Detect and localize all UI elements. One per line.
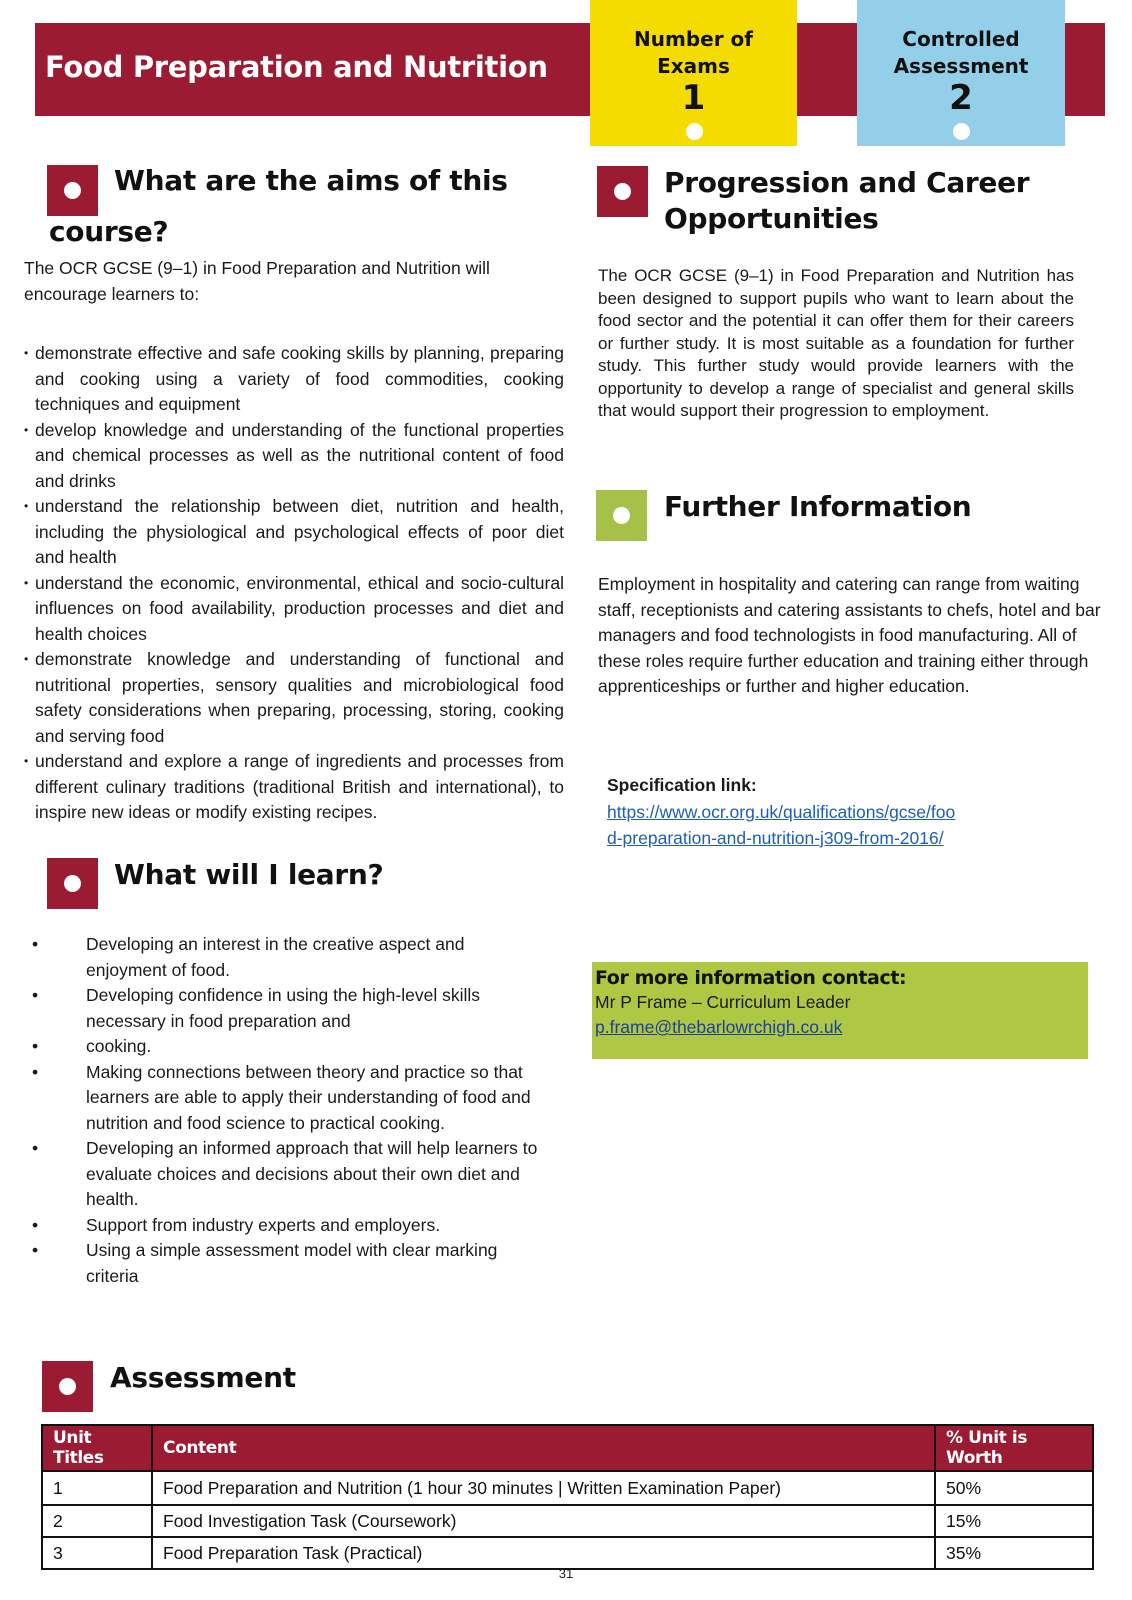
section-bullet-icon (47, 165, 98, 216)
controlled-assessment-box (857, 0, 1065, 146)
exams-count-box (590, 0, 797, 146)
further-body: Employment in hospitality and catering can range from waiting staff, receptionists and catering assistants to chefs, hotel and bar managers and food technologists in food manufacturing. All of these roles require further education and training either through apprenticeships or further and higher education. (598, 574, 1101, 696)
learn-list-item: • Using a simple assessment model with clear marking criteria (26, 1238, 546, 1289)
exams-label-line2: Exams (657, 54, 730, 78)
section-bullet-icon (597, 166, 648, 217)
dot-icon (953, 123, 970, 140)
exams-label-line1: Number of (634, 27, 753, 51)
dot-icon (59, 1378, 76, 1395)
unit-cell: 3 (42, 1537, 152, 1569)
table-row (42, 1537, 1093, 1569)
page-title: Food Preparation and Nutrition (45, 50, 548, 84)
pct-cell: 15% (935, 1505, 1093, 1537)
ca-count-value: 2 (949, 78, 973, 118)
table-header-row (42, 1425, 1093, 1471)
dot-icon (686, 123, 703, 140)
aims-intro: The OCR GCSE (9–1) in Food Preparation and Nutrition will encourage learners to: (24, 258, 490, 304)
pct-cell: 50% (935, 1471, 1093, 1505)
spec-label: Specification link: (607, 775, 757, 795)
dot-icon (614, 183, 631, 200)
spec-link-line1[interactable]: https://www.ocr.org.uk/qualifications/gcse/foo (607, 802, 956, 822)
learn-list (26, 932, 546, 1289)
table-row (42, 1505, 1093, 1537)
ca-label-line1: Controlled (902, 27, 1020, 51)
column-header: Unit Titles (42, 1425, 152, 1471)
section-bullet-icon (42, 1361, 93, 1412)
assessment-table (41, 1424, 1094, 1570)
section-bullet-icon (596, 490, 647, 541)
dot-icon (64, 182, 81, 199)
learn-list-item: • Developing confidence in using the high-level skills necessary in food preparation and (26, 983, 546, 1034)
dot-icon (613, 507, 630, 524)
aims-heading-line1: What are the aims of this (114, 164, 508, 197)
section-bullet-icon (47, 858, 98, 909)
progression-body: The OCR GCSE (9–1) in Food Preparation and Nutrition has been designed to support pupils who want to learn about the food sector and the potential it can offer them for their careers or further study. It is most suitable as a foundation for further study. This further study would provide learners with the opportunity to develop a range of specialist and general skills that would support their progression to employment. (598, 266, 1074, 420)
content-cell: Food Preparation Task (Practical) (152, 1537, 935, 1569)
spec-link[interactable] (607, 800, 955, 851)
learn-list-item: • Developing an interest in the creative aspect and enjoyment of food. (26, 932, 546, 983)
spec-link-line2[interactable]: d-preparation-and-nutrition-j309-from-2016/ (607, 827, 944, 848)
aims-list-item: • understand the relationship between diet, nutrition and health, including the physiological and psychological effects of poor diet and health (24, 494, 564, 571)
dot-icon (64, 875, 81, 892)
ca-label-line2: Assessment (893, 54, 1029, 78)
aims-list-item: • demonstrate knowledge and understanding of functional and nutritional properties, sensory qualities and microbiological food safety considerations when preparing, processing, storing, cooking and serving food (24, 647, 564, 749)
pct-cell: 35% (935, 1537, 1093, 1569)
column-header: Content (152, 1425, 935, 1471)
unit-cell: 1 (42, 1471, 152, 1505)
column-header: % Unit is Worth (935, 1425, 1093, 1471)
progression-heading-line2: Opportunities (664, 202, 879, 235)
aims-list-item: • understand the economic, environmental, ethical and socio-cultural influences on food availability, production processes and diet and health choices (24, 571, 564, 648)
learn-list-item: • Making connections between theory and practice so that learners are able to apply their understanding of food and nutrition and food science to practical cooking. (26, 1060, 546, 1137)
progression-heading-line1: Progression and Career (664, 166, 1030, 199)
aims-list-item: • understand and explore a range of ingredients and processes from different culinary traditions (traditional British and international), to inspire new ideas or modify existing recipes. (24, 749, 564, 826)
aims-list-item: • demonstrate effective and safe cooking skills by planning, preparing and cooking using a variety of food commodities, cooking techniques and equipment (24, 341, 564, 418)
unit-cell: 2 (42, 1505, 152, 1537)
contact-name: Mr P Frame – Curriculum Leader (595, 992, 851, 1012)
contact-email-link[interactable]: p.frame@thebarlowrchigh.co.uk (595, 1017, 843, 1037)
learn-list-item: • Developing an informed approach that will help learners to evaluate choices and decisions about their own diet and health. (26, 1136, 546, 1213)
learn-list-item: • cooking. (26, 1034, 546, 1060)
contact-box (592, 962, 1088, 1059)
table-row (42, 1471, 1093, 1505)
contact-title: For more information contact: (595, 967, 907, 989)
learn-heading: What will I learn? (114, 858, 384, 891)
aims-heading-line2: course? (49, 215, 169, 248)
page-number: 31 (558, 1566, 574, 1581)
assessment-heading: Assessment (110, 1361, 296, 1394)
aims-list (24, 341, 564, 826)
aims-list-item: • develop knowledge and understanding of the functional properties and chemical processes as well as the nutritional content of food and drinks (24, 418, 564, 495)
content-cell: Food Preparation and Nutrition (1 hour 30 minutes | Written Examination Paper) (152, 1471, 935, 1505)
further-heading: Further Information (664, 490, 972, 523)
content-cell: Food Investigation Task (Coursework) (152, 1505, 935, 1537)
learn-list-item: • Support from industry experts and employers. (26, 1213, 546, 1239)
exams-count-value: 1 (681, 78, 706, 118)
